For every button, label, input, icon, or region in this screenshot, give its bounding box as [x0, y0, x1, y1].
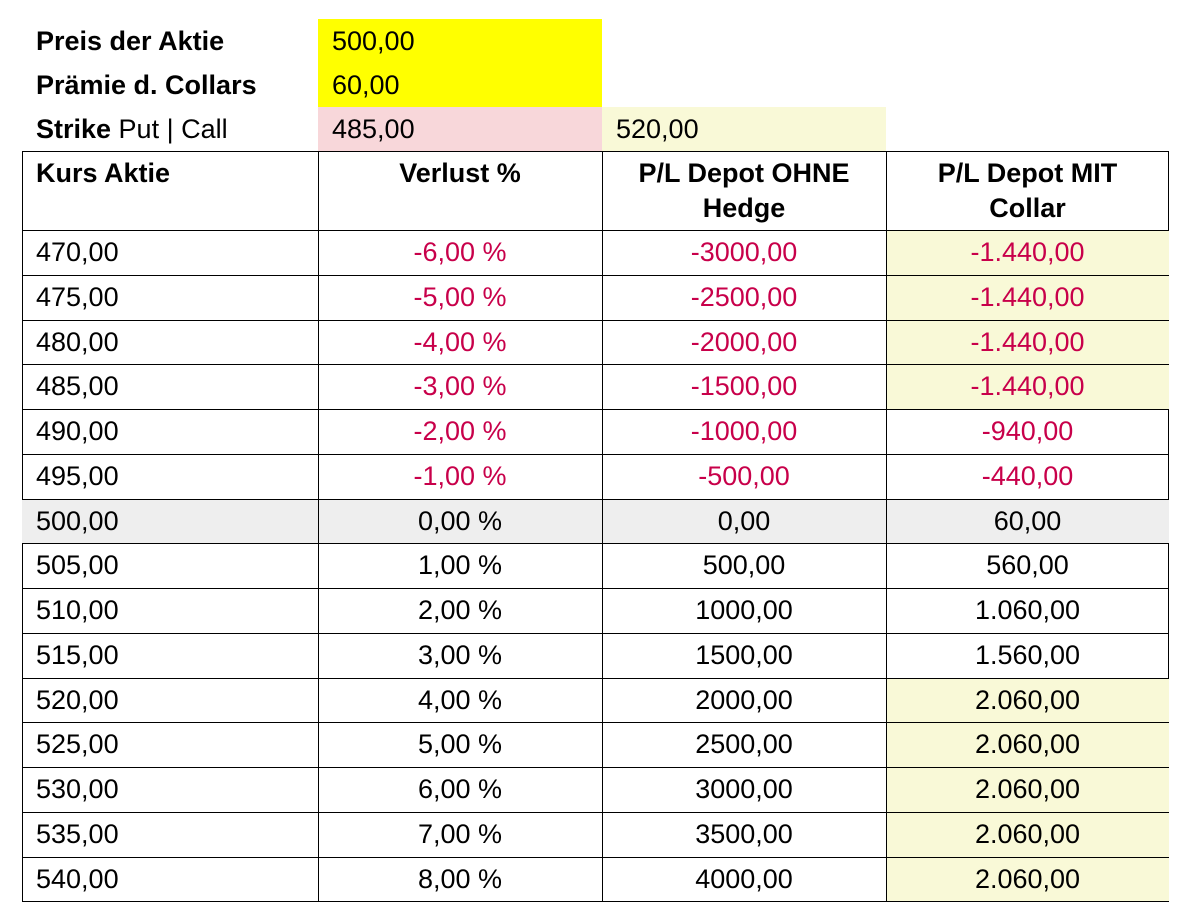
cell-verlust[interactable]: 2,00 % — [417, 595, 503, 625]
cell-pl-mit-collar[interactable]: -940,00 — [981, 416, 1074, 446]
premium-value[interactable]: 60,00 — [318, 63, 602, 107]
strike-label-rest: Put | Call — [111, 114, 228, 144]
row-divider — [22, 722, 1169, 723]
strike-put-value[interactable]: 485,00 — [318, 107, 602, 151]
cell-pl-mit-collar[interactable]: 60,00 — [886, 499, 1169, 543]
header-kurs-aktie: Kurs Aktie — [36, 158, 171, 188]
cell-verlust[interactable]: 3,00 % — [417, 640, 503, 670]
cell-pl-ohne-hedge[interactable]: 1000,00 — [695, 595, 793, 625]
cell-pl-mit-collar[interactable]: -1.440,00 — [886, 364, 1169, 409]
cell-pl-mit-collar[interactable]: 2.060,00 — [886, 767, 1169, 812]
cell-pl-ohne-hedge[interactable]: -1000,00 — [690, 416, 798, 446]
cell-pl-mit-collar[interactable]: 2.060,00 — [886, 857, 1169, 901]
cell-pl-ohne-hedge[interactable]: -1500,00 — [690, 371, 798, 401]
cell-kurs-aktie[interactable]: 495,00 — [36, 461, 119, 491]
cell-pl-ohne-hedge[interactable]: 4000,00 — [695, 864, 793, 894]
cell-kurs-aktie[interactable]: 480,00 — [36, 327, 119, 357]
strike-label — [22, 107, 318, 151]
cell-kurs-aktie[interactable]: 510,00 — [36, 595, 119, 625]
row-divider — [22, 633, 1169, 634]
cell-verlust[interactable]: 7,00 % — [417, 819, 503, 849]
row-divider — [22, 812, 1169, 813]
cell-verlust[interactable]: 1,00 % — [417, 550, 503, 580]
cell-pl-ohne-hedge[interactable]: -500,00 — [698, 461, 790, 491]
cell-pl-mit-collar[interactable]: 560,00 — [986, 550, 1069, 580]
cell-kurs-aktie[interactable]: 505,00 — [36, 550, 119, 580]
cell-pl-ohne-hedge[interactable]: 1500,00 — [695, 640, 793, 670]
cell-pl-ohne-hedge[interactable]: 2000,00 — [695, 685, 793, 715]
header-verlust: Verlust % — [399, 158, 521, 188]
cell-verlust[interactable]: -5,00 % — [413, 282, 507, 312]
cell-verlust[interactable]: 5,00 % — [417, 729, 503, 759]
cell-pl-ohne-hedge[interactable]: -2000,00 — [690, 327, 798, 357]
cell-kurs-aktie[interactable]: 490,00 — [36, 416, 119, 446]
cell-verlust[interactable]: 0,00 % — [318, 499, 602, 543]
price-value[interactable]: 500,00 — [318, 19, 602, 63]
cell-pl-ohne-hedge[interactable]: 0,00 — [602, 499, 886, 543]
cell-pl-ohne-hedge[interactable]: 2500,00 — [695, 729, 793, 759]
cell-kurs-aktie[interactable]: 485,00 — [36, 371, 119, 401]
cell-pl-ohne-hedge[interactable]: 3000,00 — [695, 774, 793, 804]
cell-kurs-aktie[interactable]: 515,00 — [36, 640, 119, 670]
cell-pl-mit-collar[interactable]: 1.560,00 — [974, 640, 1081, 670]
cell-pl-ohne-hedge[interactable]: 500,00 — [702, 550, 786, 580]
row-divider — [22, 409, 1169, 410]
row-divider — [22, 230, 1169, 231]
row-divider — [22, 499, 1169, 500]
cell-pl-mit-collar[interactable]: 2.060,00 — [886, 722, 1169, 767]
cell-kurs-aktie[interactable]: 500,00 — [22, 499, 318, 543]
row-divider — [22, 275, 1169, 276]
cell-verlust[interactable]: 6,00 % — [417, 774, 503, 804]
cell-pl-ohne-hedge[interactable]: -3000,00 — [690, 237, 798, 267]
cell-verlust[interactable]: -2,00 % — [413, 416, 507, 446]
cell-verlust[interactable]: -4,00 % — [413, 327, 507, 357]
cell-kurs-aktie[interactable]: 520,00 — [36, 685, 119, 715]
premium-label: Prämie d. Collars — [36, 70, 257, 100]
cell-pl-mit-collar[interactable]: -1.440,00 — [886, 230, 1169, 275]
row-divider — [22, 588, 1169, 589]
cell-pl-ohne-hedge[interactable]: 3500,00 — [695, 819, 793, 849]
cell-pl-mit-collar[interactable]: -1.440,00 — [886, 320, 1169, 364]
cell-pl-mit-collar[interactable]: 1.060,00 — [974, 595, 1081, 625]
price-label: Preis der Aktie — [36, 26, 225, 56]
cell-pl-mit-collar[interactable]: -440,00 — [981, 461, 1074, 491]
cell-pl-mit-collar[interactable]: 2.060,00 — [886, 812, 1169, 857]
header-pl-ohne-hedge: P/L Depot OHNE Hedge — [638, 158, 850, 223]
cell-verlust[interactable]: -6,00 % — [413, 237, 507, 267]
cell-kurs-aktie[interactable]: 530,00 — [36, 774, 119, 804]
cell-kurs-aktie[interactable]: 535,00 — [36, 819, 119, 849]
row-divider — [22, 320, 1169, 321]
cell-kurs-aktie[interactable]: 470,00 — [36, 237, 119, 267]
cell-verlust[interactable]: 4,00 % — [417, 685, 503, 715]
cell-kurs-aktie[interactable]: 525,00 — [36, 729, 119, 759]
cell-verlust[interactable]: -1,00 % — [413, 461, 507, 491]
header-pl-mit-collar: P/L Depot MIT Collar — [937, 158, 1118, 223]
row-divider — [22, 364, 1169, 365]
row-divider — [22, 543, 1169, 544]
column-divider — [602, 151, 603, 902]
cell-pl-mit-collar[interactable]: 2.060,00 — [886, 678, 1169, 722]
cell-kurs-aktie[interactable]: 475,00 — [36, 282, 119, 312]
row-divider — [22, 454, 1169, 455]
cell-pl-mit-collar[interactable]: -1.440,00 — [886, 275, 1169, 320]
cell-verlust[interactable]: -3,00 % — [413, 371, 507, 401]
cell-kurs-aktie[interactable]: 540,00 — [36, 864, 119, 894]
row-divider — [22, 678, 1169, 679]
strike-call-value[interactable]: 520,00 — [602, 107, 886, 151]
row-divider — [22, 767, 1169, 768]
cell-verlust[interactable]: 8,00 % — [417, 864, 503, 894]
strike-label-bold: Strike — [36, 114, 112, 144]
row-divider — [22, 857, 1169, 858]
column-divider — [318, 151, 319, 902]
cell-pl-ohne-hedge[interactable]: -2500,00 — [690, 282, 798, 312]
column-divider — [886, 151, 887, 902]
